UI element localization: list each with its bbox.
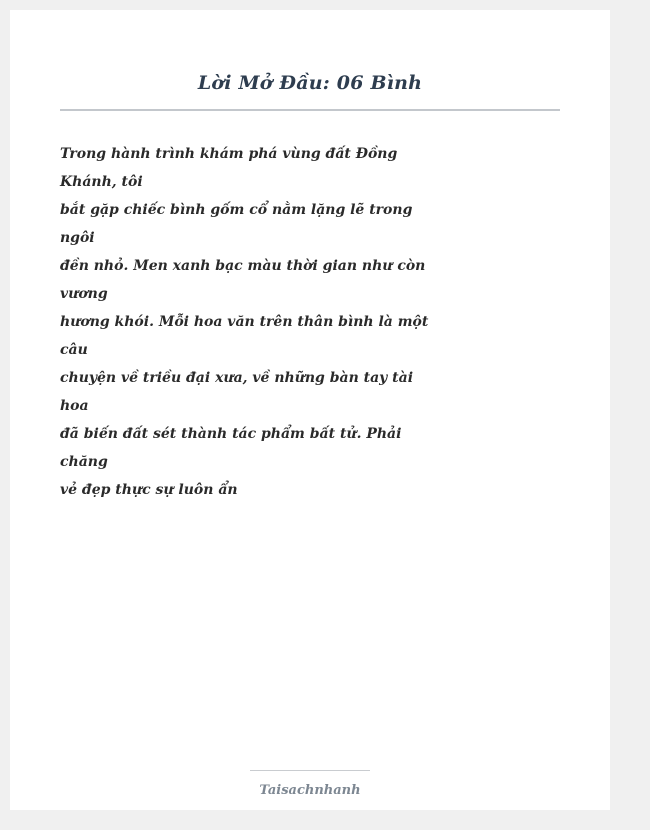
- body-line: hoa: [60, 398, 89, 414]
- page-title: Lời Mở Đầu: 06 Bình: [197, 72, 423, 94]
- body-line: đền nhỏ. Men xanh bạc màu thời gian như còn: [60, 258, 426, 274]
- body-line: Trong hành trình khám phá vùng đất Đồng: [60, 146, 398, 162]
- footer-brand: Taisachnhanh: [259, 783, 361, 798]
- title-divider: [60, 109, 560, 111]
- body-line: bắt gặp chiếc bình gốm cổ nằm lặng lẽ trong: [60, 202, 413, 218]
- body-line: Khánh, tôi: [60, 174, 143, 190]
- body-line: ngôi: [60, 230, 95, 246]
- body-line: chuyện về triều đại xưa, về những bàn tay tài: [60, 370, 414, 386]
- body-text: [60, 140, 429, 504]
- body-line: đã biến đất sét thành tác phẩm bất tử. Phải: [60, 426, 402, 442]
- body-line: chăng: [60, 454, 108, 470]
- body-line: câu: [60, 342, 88, 358]
- body-line: vẻ đẹp thực sự luôn ẩn: [60, 482, 238, 498]
- footer-divider: [250, 770, 370, 771]
- body-line: hương khói. Mỗi hoa văn trên thân bình là một: [60, 314, 429, 330]
- document-page: [10, 10, 610, 810]
- body-line: vương: [60, 286, 108, 302]
